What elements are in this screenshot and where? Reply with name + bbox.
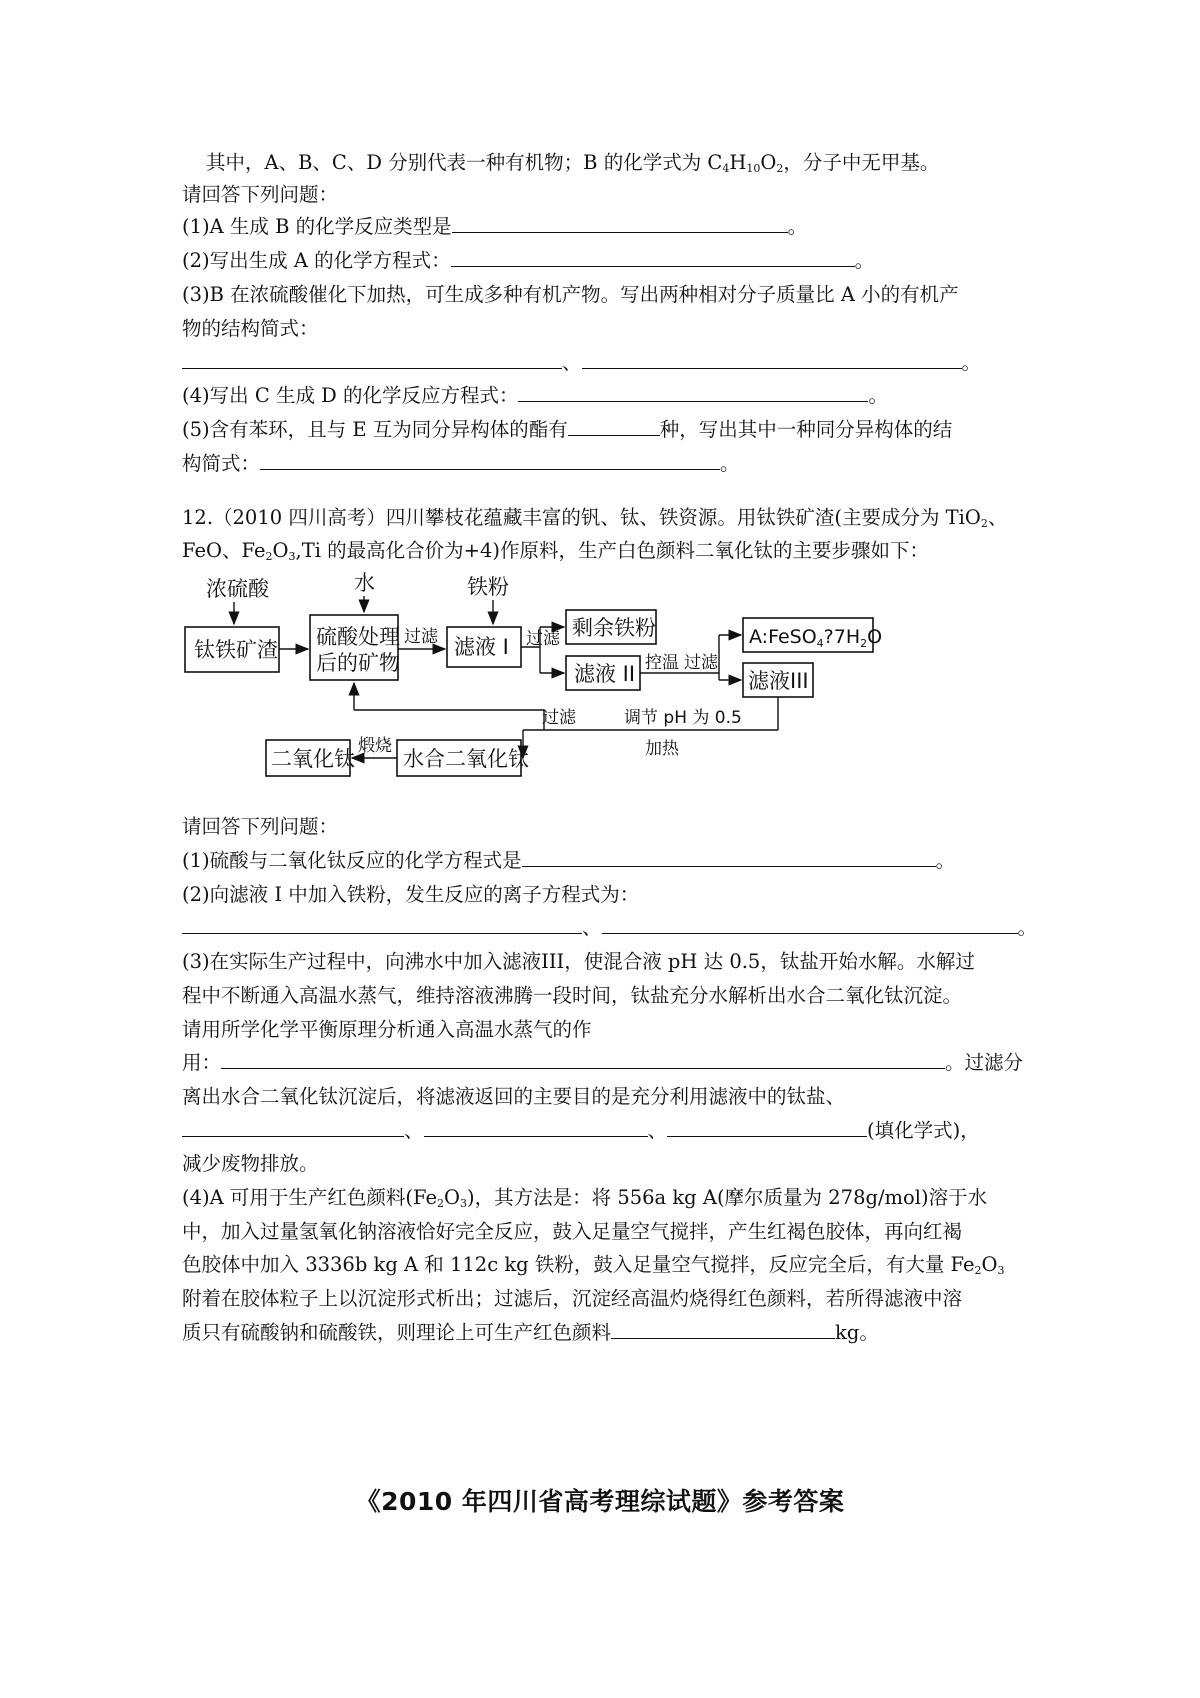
box-remaining-iron-label: 剩余铁粉 xyxy=(572,616,656,640)
q12-part2: (2)向滤液 I 中加入铁粉，发生反应的离子方程式为： xyxy=(182,883,640,906)
answer-blank[interactable] xyxy=(568,417,660,436)
answer-blank[interactable] xyxy=(602,915,1018,934)
q12-part3-line5: 离出水合二氧化钛沉淀后，将滤液返回的主要目的是充分利用滤液中的钛盐、 xyxy=(182,1085,846,1108)
q11-part5-line2: 构简式： 。 xyxy=(182,452,740,475)
answer-blank[interactable] xyxy=(182,350,562,369)
box-filtrate-2-label: 滤液 II xyxy=(574,662,636,686)
q12-part4-line3: 色胶体中加入 3336b kg A 和 112c kg 铁粉，鼓入足量空气搅拌，反应完全后，有大量 $Fe_2O_3$ xyxy=(182,1253,1005,1277)
box-filtrate-1-label: 滤液 I xyxy=(454,635,509,659)
label-filter-3: 过滤 xyxy=(684,653,718,673)
answer-blank[interactable] xyxy=(522,848,936,867)
label-heat: 加热 xyxy=(645,739,679,759)
answer-blank[interactable] xyxy=(667,1118,867,1137)
answer-blank[interactable] xyxy=(182,1118,404,1137)
q12-part4-line2: 中，加入过量氢氧化钠溶液恰好完全反应，鼓入足量空气搅拌，产生红褐色胶体，再向红褐 xyxy=(182,1220,963,1243)
box-treated-ore-label-2: 后的矿物 xyxy=(316,651,400,675)
intro-line: 其中，A、B、C、D 分别代表一种有机物；B 的化学式为 $C_4H_{10}O_2$，分子中无甲基。 xyxy=(206,151,940,175)
q12-stem-line1: 12.（2010 四川高考）四川攀枝花蕴藏丰富的钒、钛、铁资源。用钛铁矿渣(主要成分为 TiO$_2$、 xyxy=(182,506,1008,530)
q11-part1: (1)A 生成 B 的化学反应类型是 。 xyxy=(182,215,808,238)
q12-part3-line3: 请用所学化学平衡原理分析通入高温水蒸气的作 xyxy=(182,1018,592,1041)
box-treated-ore-label-1: 硫酸处理 xyxy=(316,625,400,649)
q12-prompt: 请回答下列问题： xyxy=(182,815,339,838)
q12-part3-line7: 减少废物排放。 xyxy=(182,1152,319,1175)
q12-part3-line6: 、 、 (填化学式)， xyxy=(182,1118,980,1144)
q12-part4-line4: 附着在胶体粒子上以沉淀形式析出；过滤后，沉淀经高温灼烧得红色颜料，若所得滤液中溶 xyxy=(182,1287,963,1310)
q12-part3-line2: 程中不断通入高温水蒸气，维持溶液沸腾一段时间，钛盐充分水解析出水合二氧化钛沉淀。 xyxy=(182,984,963,1007)
box-tio2-label: 二氧化钛 xyxy=(271,747,355,771)
answer-blank[interactable] xyxy=(424,1118,648,1137)
box-ore-label: 钛铁矿渣 xyxy=(194,638,278,662)
process-flowchart xyxy=(182,568,922,808)
answer-blank[interactable] xyxy=(582,350,962,369)
label-calcine: 煅烧 xyxy=(358,736,392,756)
q12-part3-line4: 用： 。过滤分 xyxy=(182,1051,1024,1074)
label-iron-powder: 铁粉 xyxy=(467,575,509,599)
label-filter-2: 过滤 xyxy=(526,629,560,649)
answer-blank[interactable] xyxy=(611,1320,835,1339)
q11-part3-line2: 物的结构简式： xyxy=(182,317,319,340)
box-hydrated-tio2-label: 水合二氧化钛 xyxy=(403,747,529,771)
q11-part4: (4)写出 C 生成 D 的化学反应方程式： 。 xyxy=(182,384,888,407)
box-product-a-label: $A:FeSO_4?7H_2O$ xyxy=(749,626,883,650)
q11-part2: (2)写出生成 A 的化学方程式： 。 xyxy=(182,249,875,272)
q12-part4-line5: 质只有硫酸钠和硫酸铁，则理论上可生产红色颜料 kg。 xyxy=(182,1321,879,1344)
answer-key-title: 《2010 年四川省高考理综试题》参考答案 xyxy=(355,1487,845,1516)
q12-stem-line2: FeO、$Fe_2O_3,Ti$ 的最高化合价为+4)作原料，生产白色颜料二氧化钛的主要步骤如下： xyxy=(182,539,929,563)
label-filter-4: 过滤 xyxy=(542,708,576,728)
q11-part3-line1: (3)B 在浓硫酸催化下加热，可生成多种有机产物。写出两种相对分子质量比 A 小的有机产 xyxy=(182,283,959,306)
label-temp-control: 控温 xyxy=(645,653,679,673)
label-water: 水 xyxy=(354,571,375,595)
q11-part3-blanks: 、 。 xyxy=(182,350,981,376)
answer-blank[interactable] xyxy=(452,214,788,233)
q12-part1: (1)硫酸与二氧化钛反应的化学方程式是 。 xyxy=(182,849,956,872)
q11-part5-line1: (5)含有苯环，且与 E 互为同分异构体的酯有 种，写出其中一种同分异构体的结 xyxy=(182,418,953,441)
answer-blank[interactable] xyxy=(518,383,868,402)
answer-blank[interactable] xyxy=(451,248,855,267)
q12-part4-line1: (4)A 可用于生产红色颜料$(Fe_2O_3)$，其方法是：将 556a kg A(摩尔质量为 278g/mol)溶于水 xyxy=(182,1186,988,1210)
answer-blank[interactable] xyxy=(221,1050,945,1069)
label-conc-acid: 浓硫酸 xyxy=(206,577,269,601)
label-filter-1: 过滤 xyxy=(404,627,438,647)
answer-blank[interactable] xyxy=(260,451,720,470)
q12-part3-line1: (3)在实际生产过程中，向沸水中加入滤液III，使混合液 pH 达 0.5，钛盐开始水解。水解过 xyxy=(182,950,975,973)
q12-part2-blanks: 、 。 xyxy=(182,915,1037,941)
box-filtrate-3-label: 滤液III xyxy=(748,669,809,693)
answer-blank[interactable] xyxy=(182,915,582,934)
label-adjust-ph: 调节 pH 为 0.5 xyxy=(624,708,742,728)
q11-prompt: 请回答下列问题： xyxy=(182,183,339,206)
